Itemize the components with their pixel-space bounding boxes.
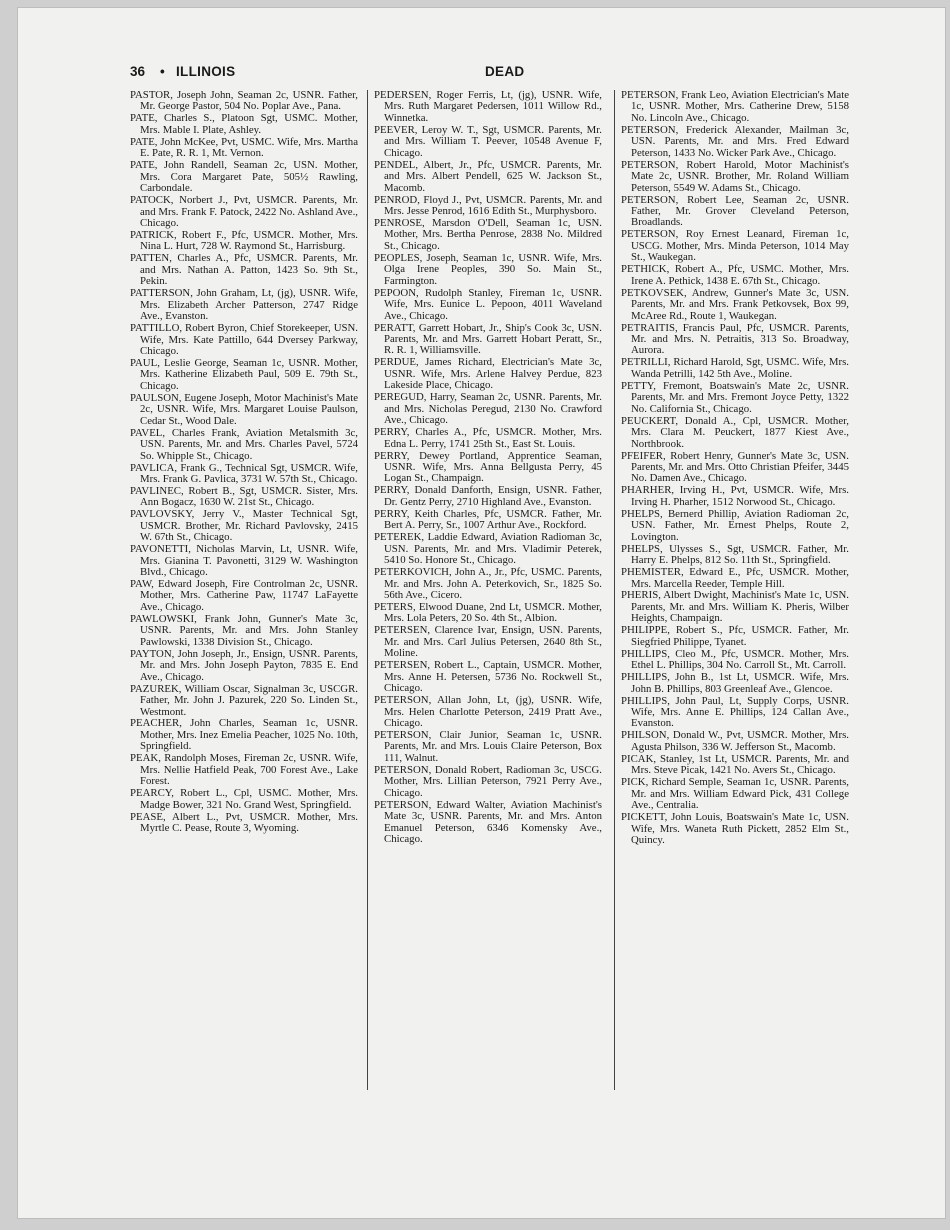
page-header bbox=[130, 64, 875, 84]
column-2 bbox=[374, 90, 602, 846]
casualty-entry: PATTEN, Charles A., Pfc, USMCR. Parents, Mr. and Mrs. Nathan A. Patton, 1423 So. 9th St., Pekin. bbox=[130, 252, 358, 288]
casualty-entry: PATE, Charles S., Platoon Sgt, USMC. Mother, Mrs. Mable I. Plate, Ashley. bbox=[130, 112, 358, 136]
casualty-entry: PHARHER, Irving H., Pvt, USMCR. Wife, Mrs. Irving H. Pharher, 1512 Norwood St., Chicago. bbox=[621, 484, 849, 508]
casualty-entry: PEACHER, John Charles, Seaman 1c, USNR. Mother, Mrs. Inez Emelia Peacher, 1025 No. 10th, Springfield. bbox=[130, 717, 359, 753]
casualty-entry: PETRILLI, Richard Harold, Sgt, USMC. Wife, Mrs. Wanda Petrilli, 142 5th Ave., Moline. bbox=[621, 356, 849, 380]
casualty-entry: PAZUREK, William Oscar, Signalman 3c, USCGR. Father, Mr. John J. Pazurek, 220 So. Linden St., Westmont. bbox=[130, 682, 358, 718]
casualty-entry: PETERSON, Robert Harold, Motor Machinist's Mate 2c, USNR. Brother, Mr. Roland William Peterson, 5549 W. Adams St., Chicago. bbox=[621, 158, 849, 194]
casualty-entry: PATOCK, Norbert J., Pvt, USMCR. Parents, Mr. and Mrs. Frank F. Patock, 2422 No. Ashland Ave., Chicago. bbox=[130, 194, 358, 229]
casualty-entry: PATTILLO, Robert Byron, Chief Storekeeper, USN. Wife, Mrs. Kate Pattillo, 644 Dversey Parkway, Chicago. bbox=[130, 322, 358, 357]
page-number: 36 bbox=[130, 64, 146, 79]
casualty-entry: PAWLOWSKI, Frank John, Gunner's Mate 3c, USNR. Parents, Mr. and Mrs. John Stanley Pawlowski, 1338 Division St., Chicago. bbox=[130, 612, 358, 648]
casualty-entry: PENDEL, Albert, Jr., Pfc, USMCR. Parents, Mr. and Mrs. Albert Pendell, 625 W. Jackson St., Macomb. bbox=[374, 158, 602, 194]
casualty-entry: PASTOR, Joseph John, Seaman 2c, USNR. Father, Mr. George Pastor, 504 No. Poplar Ave., Pana. bbox=[130, 89, 358, 113]
casualty-entry: PERDUE, James Richard, Electrician's Mate 3c, USNR. Wife, Mrs. Arlene Halvey Perdue, 823 Lakeside Place, Chicago. bbox=[374, 356, 602, 392]
casualty-entry: PAVONETTI, Nicholas Marvin, Lt, USNR. Wife, Mrs. Gianina T. Pavonetti, 3129 W. Washington Blvd., Chicago. bbox=[130, 543, 358, 579]
casualty-entry: PAVLOVSKY, Jerry V., Master Technical Sgt, USMCR. Brother, Mr. Richard Pavlovsky, 2415 W. 67th St., Chicago. bbox=[130, 508, 358, 544]
casualty-entry: PAYTON, John Joseph, Jr., Ensign, USNR. Parents, Mr. and Mrs. John Joseph Payton, 7835 E. End Ave., Chicago. bbox=[130, 647, 358, 683]
casualty-entry: PERRY, Dewey Portland, Apprentice Seaman, USNR. Wife, Mrs. Anna Bellgusta Perry, 45 Logan St., Champaign. bbox=[374, 449, 602, 485]
casualty-entry: PETERSON, Frederick Alexander, Mailman 3c, USN. Parents, Mr. and Mrs. Fred Edward Peterson, 1433 No. Wicker Park Ave., Chicago. bbox=[621, 123, 849, 159]
casualty-entry: PEARCY, Robert L., Cpl, USMC. Mother, Mrs. Madge Bower, 321 No. Grand West, Springfield. bbox=[130, 787, 358, 811]
casualty-entry: PEAK, Randolph Moses, Fireman 2c, USNR. Wife, Mrs. Nellie Hatfield Peak, 700 Forest Ave., Lake Forest. bbox=[130, 752, 358, 788]
casualty-entry: PATE, John Randell, Seaman 2c, USN. Mother, Mrs. Cora Margaret Pate, 505½ Rawling, Carbondale. bbox=[130, 159, 358, 195]
casualty-entry: PICAK, Stanley, 1st Lt, USMCR. Parents, Mr. and Mrs. Steve Picak, 1421 No. Avers St., Chicago. bbox=[621, 752, 849, 777]
casualty-entry: PETERSON, Roy Ernest Leanard, Fireman 1c, USCG. Mother, Mrs. Minda Peterson, 1014 May St., Waukegan. bbox=[621, 228, 849, 264]
casualty-entry: PEOPLES, Joseph, Seaman 1c, USNR. Wife, Mrs. Olga Irene Peoples, 390 So. Main St., Farmington. bbox=[374, 251, 602, 287]
casualty-entry: PERRY, Donald Danforth, Ensign, USNR. Father, Dr. Gentz Perry, 2710 Highland Ave., Evanston. bbox=[374, 484, 602, 508]
casualty-entry: PETERSON, Frank Leo, Aviation Electrician's Mate 1c, USNR. Mother, Mrs. Catherine Drew, 5158 No. Lincoln Ave., Chicago. bbox=[621, 89, 849, 124]
casualty-entry: PERRY, Keith Charles, Pfc, USMCR. Father, Mr. Bert A. Perry, Sr., 1007 Arthur Ave., Rockford. bbox=[374, 507, 602, 532]
casualty-entry: PERRY, Charles A., Pfc, USMCR. Mother, Mrs. Edna L. Perry, 1741 25th St., East St. Louis. bbox=[374, 426, 602, 450]
casualty-entry: PETERSON, Donald Robert, Radioman 3c, USCG. Mother, Mrs. Lillian Peterson, 7921 Perry Ave., Chicago. bbox=[374, 763, 602, 799]
casualty-entry: PAVLICA, Frank G., Technical Sgt, USMCR. Wife, Mrs. Frank G. Pavlica, 3731 W. 57th St., Chicago. bbox=[130, 461, 358, 485]
casualty-entry: PICKETT, John Louis, Boatswain's Mate 1c, USN. Wife, Mrs. Waneta Ruth Pickett, 2852 Elm St., Quincy. bbox=[621, 811, 849, 846]
casualty-entry: PETHICK, Robert A., Pfc, USMC. Mother, Mrs. Irene A. Pethick, 1438 E. 67th St., Chicago. bbox=[621, 263, 849, 287]
casualty-entry: PEDERSEN, Roger Ferris, Lt, (jg), USNR. Wife, Mrs. Ruth Margaret Pedersen, 1011 Willow Rd., Winnetka. bbox=[374, 89, 602, 124]
column-3 bbox=[621, 90, 849, 847]
casualty-entry: PHELPS, Ulysses S., Sgt, USMCR. Father, Mr. Harry E. Phelps, 812 So. 11th St., Springfield. bbox=[621, 542, 849, 567]
casualty-entry: PICK, Richard Semple, Seaman 1c, USNR. Parents, Mr. and Mrs. William Edward Pick, 431 College Ave., Centralia. bbox=[621, 776, 849, 812]
casualty-entry: PENROSE, Marsdon O'Dell, Seaman 1c, USN. Mother, Mrs. Bertha Penrose, 2838 No. Mildred St., Chicago. bbox=[374, 216, 602, 252]
casualty-entry: PEPOON, Rudolph Stanley, Fireman 1c, USNR. Wife, Mrs. Eunice L. Pepoon, 4011 Waveland Ave., Chicago. bbox=[374, 286, 602, 322]
casualty-entry: PEASE, Albert L., Pvt, USMCR. Mother, Mrs. Myrtle C. Pease, Route 3, Wyoming. bbox=[130, 810, 358, 835]
casualty-entry: PAVEL, Charles Frank, Aviation Metalsmith 3c, USN. Parents, Mr. and Mrs. Charles Pavel, 5724 So. Whipple St., Chicago. bbox=[130, 426, 358, 462]
document-page bbox=[18, 8, 945, 1218]
casualty-entry: PETERSON, Edward Walter, Aviation Machinist's Mate 3c, USNR. Parents, Mr. and Mrs. Anton Emanuel Peterson, 6346 Komensky Ave., Chicago. bbox=[374, 798, 602, 845]
casualty-entry: PATTERSON, John Graham, Lt, (jg), USNR. Wife, Mrs. Elizabeth Archer Patterson, 2747 Ridge Ave., Evanston. bbox=[130, 287, 358, 323]
column-divider bbox=[614, 90, 615, 1090]
casualty-entry: PAVLINEC, Robert B., Sgt, USMCR. Sister, Mrs. Ann Bogacz, 1630 W. 21st St., Chicago. bbox=[130, 484, 358, 509]
header-state: ILLINOIS bbox=[176, 64, 236, 79]
casualty-entry: PHILLIPS, John B., 1st Lt, USMCR. Wife, Mrs. John B. Phillips, 803 Greenleaf Ave., Glencoe. bbox=[621, 671, 849, 695]
casualty-entry: PEEVER, Leroy W. T., Sgt, USMCR. Parents, Mr. and Mrs. William T. Peever, 10548 Avenue F, Chicago. bbox=[374, 123, 602, 159]
casualty-entry: PHELPS, Bernerd Phillip, Aviation Radioman 2c, USN. Father, Mr. Ernest Phelps, Route 2, Lovington. bbox=[621, 507, 849, 543]
casualty-entry: PHEMISTER, Edward E., Pfc, USMCR. Mother, Mrs. Marcella Reeder, Temple Hill. bbox=[621, 566, 849, 590]
casualty-entry: PFEIFER, Robert Henry, Gunner's Mate 3c, USN. Parents, Mr. and Mrs. Otto Christian Pfeifer, 3445 No. Damen Ave., Chicago. bbox=[621, 449, 849, 485]
casualty-entry: PAULSON, Eugene Joseph, Motor Machinist's Mate 2c, USNR. Wife, Mrs. Margaret Louise Paulson, Cedar St., Wood Dale. bbox=[130, 391, 358, 427]
casualty-entry: PHILLIPS, Cleo M., Pfc, USMCR. Mother, Mrs. Ethel L. Phillips, 304 No. Carroll St., Mt. Carroll. bbox=[621, 647, 849, 672]
casualty-entry: PETERS, Elwood Duane, 2nd Lt, USMCR. Mother, Mrs. Lola Peters, 20 So. 4th St., Albion. bbox=[374, 600, 602, 625]
casualty-entry: PETERSON, Allan John, Lt, (jg), USNR. Wife, Mrs. Helen Charlotte Peterson, 2419 Pratt Ave., Chicago. bbox=[374, 694, 602, 729]
casualty-entry: PETERSEN, Clarence Ivar, Ensign, USN. Parents, Mr. and Mrs. Carl Julius Petersen, 2640 8th St., Moline. bbox=[374, 624, 602, 660]
casualty-entry: PETERSON, Robert Lee, Seaman 2c, USNR. Father, Mr. Grover Cleveland Peterson, Broadlands. bbox=[621, 193, 849, 229]
casualty-entry: PETERKOVICH, John A., Jr., Pfc, USMC. Parents, Mr. and Mrs. John A. Peterkovich, Sr., 1825 So. 56th Ave., Cicero. bbox=[374, 566, 602, 601]
header-status: DEAD bbox=[485, 64, 525, 79]
header-bullet: • bbox=[160, 64, 165, 79]
casualty-entry: PETKOVSEK, Andrew, Gunner's Mate 3c, USN. Parents, Mr. and Mrs. Frank Petkovsek, Box 99, McAree Rd., Route 1, Waukegan. bbox=[621, 286, 849, 322]
casualty-entry: PERATT, Garrett Hobart, Jr., Ship's Cook 3c, USN. Parents, Mr. and Mrs. Garrett Hobart Peratt, Sr., R. R. 1, Williamsville. bbox=[374, 321, 602, 357]
casualty-entry: PETERSEN, Robert L., Captain, USMCR. Mother, Mrs. Anne H. Petersen, 5736 No. Rockwell St., Chicago. bbox=[374, 659, 602, 695]
casualty-entry: PENROD, Floyd J., Pvt, USMCR. Parents, Mr. and Mrs. Jesse Penrod, 1616 Edith St., Murphysboro. bbox=[374, 193, 602, 218]
casualty-entry: PHILLIPS, John Paul, Lt, Supply Corps, USNR. Wife, Mrs. Anne E. Phillips, 124 Callan Ave., Evanston. bbox=[621, 694, 849, 730]
casualty-entry: PETRAITIS, Francis Paul, Pfc, USMCR. Parents, Mr. and Mrs. N. Petraitis, 313 So. Broadway, Aurora. bbox=[621, 321, 849, 357]
casualty-entry: PEUCKERT, Donald A., Cpl, USMCR. Mother, Mrs. Clara M. Peuckert, 1877 Kiest Ave., Northbrook. bbox=[621, 414, 849, 450]
casualty-entry: PATRICK, Robert F., Pfc, USMCR. Mother, Mrs. Nina L. Hurt, 728 W. Raymond St., Harrisburg. bbox=[130, 228, 358, 253]
column-divider bbox=[367, 90, 368, 1090]
casualty-entry: PHERIS, Albert Dwight, Machinist's Mate 1c, USN. Parents, Mr. and Mrs. William K. Pheris, Wilber Heights, Champaign. bbox=[621, 589, 849, 625]
column-1 bbox=[130, 90, 358, 835]
casualty-entry: PETEREK, Laddie Edward, Aviation Radioman 3c, USN. Parents, Mr. and Mrs. Vladimir Peterek, 5410 So. Honore St., Chicago. bbox=[374, 531, 602, 567]
casualty-entry: PEREGUD, Harry, Seaman 2c, USNR. Parents, Mr. and Mrs. Nicholas Peregud, 2130 No. Crawford Ave., Chicago. bbox=[374, 391, 602, 427]
casualty-entry: PETTY, Fremont, Boatswain's Mate 2c, USNR. Parents, Mr. and Mrs. Fremont Joyce Petty, 1322 No. California St., Chicago. bbox=[621, 379, 849, 415]
casualty-entry: PAW, Edward Joseph, Fire Controlman 2c, USNR. Mother, Mrs. Catherine Paw, 11747 LaFayette Ave., Chicago. bbox=[130, 578, 358, 613]
casualty-entry: PATE, John McKee, Pvt, USMC. Wife, Mrs. Martha E. Pate, R. R. 1, Mt. Vernon. bbox=[130, 135, 358, 160]
casualty-entry: PETERSON, Clair Junior, Seaman 1c, USNR. Parents, Mr. and Mrs. Louis Claire Peterson, Box 111, Walnut. bbox=[374, 728, 602, 764]
casualty-entry: PHILIPPE, Robert S., Pfc, USMCR. Father, Mr. Siegfried Philippe, Tyanet. bbox=[621, 624, 849, 648]
casualty-entry: PHILSON, Donald W., Pvt, USMCR. Mother, Mrs. Agusta Philson, 336 W. Jefferson St., Macomb. bbox=[621, 729, 849, 753]
casualty-entry: PAUL, Leslie George, Seaman 1c, USNR. Mother, Mrs. Katherine Elizabeth Paul, 509 E. 79th St., Chicago. bbox=[130, 356, 358, 392]
